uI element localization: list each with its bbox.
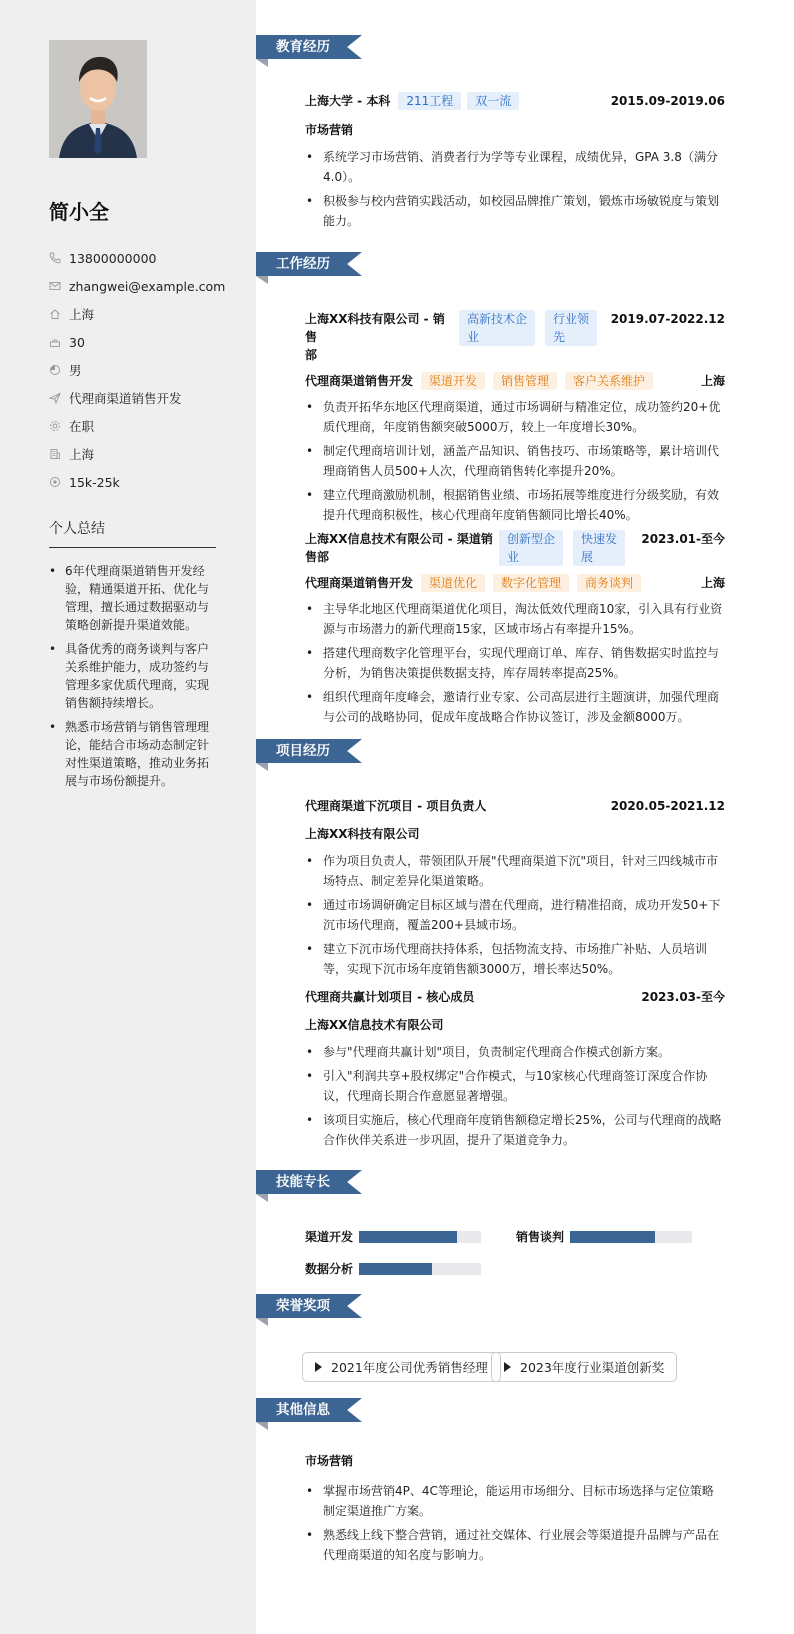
summary-item: • 具备优秀的商务谈判与客户关系维护能力，成功签约与管理多家优质代理商，实现销售额持续增长。 [49, 640, 219, 712]
avatar [49, 40, 147, 158]
info-gender-text: 男 [69, 363, 82, 378]
role-tag: 数字化管理 [493, 574, 569, 592]
work-bullets [305, 599, 725, 727]
project-entry [305, 988, 725, 1154]
bullet-item: • 主导华北地区代理商渠道优化项目，淘汰低效代理商10家，引入具有行业资源与市场潜力的新代理商15家，区域市场占有率提升15%。 [305, 599, 725, 639]
skill-item [516, 1228, 692, 1245]
section-header-other [256, 1398, 362, 1430]
bullet-item: • 引入"利润共享+股权绑定"合作模式，与10家核心代理商签订深度合作协议，代理商长期合作意愿显著增强。 [305, 1066, 725, 1106]
info-job-target [49, 384, 239, 412]
skill-bar [570, 1231, 692, 1243]
info-location-text: 上海 [69, 307, 95, 322]
project-bullets [305, 1042, 725, 1150]
skill-name: 销售谈判 [516, 1230, 565, 1244]
section-header-skills [256, 1170, 362, 1202]
education-entry [305, 92, 725, 235]
work-date: 2023.01-至今 [641, 532, 725, 546]
role-tag: 商务谈判 [577, 574, 641, 592]
project-bullets [305, 851, 725, 979]
info-email [49, 272, 239, 300]
bullet-item: • 掌握市场营销4P、4C等理论，能运用市场细分、目标市场选择与定位策略制定渠道推广方案。 [305, 1481, 725, 1521]
section-title: 工作经历 [276, 256, 330, 272]
other-bullets [305, 1481, 725, 1565]
company-tag: 高新技术企 业 [459, 310, 535, 346]
bullet-item: • 通过市场调研确定目标区域与潜在代理商，进行精准招商，成功开发50+下沉市场代理商，覆盖200+县域市场。 [305, 895, 725, 935]
sidebar [0, 0, 256, 1634]
section-title: 技能专长 [276, 1174, 330, 1190]
section-title: 荣誉奖项 [276, 1298, 330, 1314]
skill-bar [359, 1231, 481, 1243]
major-name: 市场营销 [305, 123, 354, 137]
mail-icon [49, 280, 61, 292]
work-entry [305, 530, 725, 731]
bullet-item: • 参与"代理商共赢计划"项目，负责制定代理商合作模式创新方案。 [305, 1042, 725, 1062]
bullet-item: • 制定代理商培训计划，涵盖产品知识、销售技巧、市场策略等，累计培训代理商销售人员500+人次，代理商销售转化率提升20%。 [305, 441, 725, 481]
section-title: 教育经历 [276, 39, 330, 55]
info-age [49, 328, 239, 356]
info-salary [49, 468, 239, 496]
info-job-target-text: 代理商渠道销售开发 [69, 391, 182, 406]
role-name: 代理商渠道销售开发 [305, 576, 414, 590]
bullet-item: • 该项目实施后，核心代理商年度销售额稳定增长25%，公司与代理商的战略合作伙伴关系进一步巩固，提升了渠道竞争力。 [305, 1110, 725, 1150]
project-date: 2020.05-2021.12 [610, 799, 725, 813]
info-location [49, 300, 239, 328]
summary-item: • 6年代理商渠道销售开发经验，精通渠道开拓、优化与管理，擅长通过数据驱动与策略创新提升渠道效能。 [49, 562, 219, 634]
gender-icon [49, 364, 61, 376]
education-date: 2015.09-2019.06 [610, 94, 725, 108]
project-company: 上海XX信息技术有限公司 [305, 1018, 444, 1032]
summary-item: • 熟悉市场营销与销售管理理论，能结合市场动态制定针对性渠道策略，推动业务拓展与市场份额提升。 [49, 718, 219, 790]
award-chip [302, 1352, 501, 1382]
section-header-awards [256, 1294, 362, 1326]
bullet-item: • 熟悉线上线下整合营销，通过社交媒体、行业展会等渠道提升品牌与产品在代理商渠道的知名度与影响力。 [305, 1525, 725, 1565]
info-age-text: 30 [69, 334, 85, 350]
info-city [49, 440, 239, 468]
company-tag: 创新型企 业 [499, 530, 563, 566]
bullet-item: • 建立代理商激励机制，根据销售业绩、市场拓展等维度进行分级奖励，有效提升代理商积极性，核心代理商年度销售额同比增长40%。 [305, 485, 725, 525]
work-date: 2019.07-2022.12 [610, 312, 725, 326]
award-chip [491, 1352, 677, 1382]
school-name: 上海大学 - 本科 [305, 94, 391, 108]
avatar-portrait-icon [49, 40, 147, 158]
other-entry [305, 1452, 725, 1569]
role-tag: 渠道优化 [421, 574, 485, 592]
bullet-item: • 作为项目负责人，带领团队开展"代理商渠道下沉"项目，针对三四线城市市场特点、制定差异化渠道策略。 [305, 851, 725, 891]
info-gender [49, 356, 239, 384]
building-icon [49, 448, 61, 460]
skill-bar-fill [570, 1231, 655, 1243]
bullet-item: • 搭建代理商数字化管理平台，实现代理商订单、库存、销售数据实时监控与分析，为销售决策提供数据支持，库存周转率提高25%。 [305, 643, 725, 683]
status-icon [49, 420, 61, 432]
company-tag: 行业领 先 [545, 310, 597, 346]
summary-title: 个人总结 [49, 518, 216, 548]
section-header-work [256, 252, 362, 284]
info-status [49, 412, 239, 440]
section-header-projects [256, 739, 362, 771]
school-tag: 双一流 [467, 92, 519, 110]
school-tag: 211工程 [398, 92, 461, 110]
skill-name: 渠道开发 [305, 1230, 354, 1244]
award-name: 2021年度公司优秀销售经理 [331, 1360, 488, 1375]
skill-item [305, 1260, 481, 1277]
award-name: 2023年度行业渠道创新奖 [520, 1360, 665, 1375]
project-date: 2023.03-至今 [641, 990, 725, 1004]
bullet-item: • 积极参与校内营销实践活动，如校园品牌推广策划，锻炼市场敏锐度与策划能力。 [305, 191, 725, 231]
company-tag: 快速发 展 [573, 530, 625, 566]
section-title: 其他信息 [276, 1402, 330, 1418]
company-name: 上海XX信息技术有限公司 - 渠道销 售部 [305, 532, 493, 564]
role-name: 代理商渠道销售开发 [305, 374, 414, 388]
info-status-text: 在职 [69, 419, 95, 434]
skill-bar-fill [359, 1231, 457, 1243]
role-tag: 客户关系维护 [565, 372, 653, 390]
work-entry [305, 310, 725, 529]
section-title: 项目经历 [276, 743, 330, 759]
skill-item [305, 1228, 481, 1245]
other-title: 市场营销 [305, 1454, 354, 1468]
work-city: 上海 [700, 576, 725, 590]
info-phone-text: 13800000000 [69, 250, 157, 266]
summary-list [49, 562, 219, 796]
project-company: 上海XX科技有限公司 [305, 827, 420, 841]
role-tag: 销售管理 [493, 372, 557, 390]
bullet-item: • 负责开拓华东地区代理商渠道，通过市场调研与精准定位，成功签约20+优质代理商，年度销售额突破5000万，较上一年度增长30%。 [305, 397, 725, 437]
bullet-item: • 建立下沉市场代理商扶持体系，包括物流支持、市场推广补贴、人员培训等，实现下沉市场年度销售额3000万，增长率达50%。 [305, 939, 725, 979]
play-triangle-icon [504, 1362, 511, 1372]
salary-icon [49, 476, 61, 488]
skill-bar [359, 1263, 481, 1275]
section-header-education [256, 35, 362, 67]
candidate-name: 简小全 [49, 200, 109, 224]
skill-bar-fill [359, 1263, 432, 1275]
bullet-item: • 系统学习市场营销、消费者行为学等专业课程，成绩优异，GPA 3.8（满分4.0）。 [305, 147, 725, 187]
phone-icon [49, 252, 61, 264]
company-name: 上海XX科技有限公司 - 销售 部 [305, 312, 445, 362]
education-bullets [305, 147, 725, 231]
project-title: 代理商渠道下沉项目 - 项目负责人 [305, 799, 487, 813]
skill-name: 数据分析 [305, 1262, 354, 1276]
send-icon [49, 392, 61, 404]
info-salary-text: 15k-25k [69, 474, 120, 490]
contact-info-list [49, 244, 239, 496]
role-tag: 渠道开发 [421, 372, 485, 390]
info-phone [49, 244, 239, 272]
info-email-text: zhangwei@example.com [69, 278, 226, 294]
age-icon [49, 336, 61, 348]
work-city: 上海 [700, 374, 725, 388]
bullet-item: • 组织代理商年度峰会，邀请行业专家、公司高层进行主题演讲，加强代理商与公司的战略协同，促成年度战略合作协议签订，涉及金额8000万。 [305, 687, 725, 727]
info-city-text: 上海 [69, 447, 95, 462]
play-triangle-icon [315, 1362, 322, 1372]
home-icon [49, 308, 61, 320]
project-title: 代理商共赢计划项目 - 核心成员 [305, 990, 475, 1004]
work-bullets [305, 397, 725, 525]
project-entry [305, 797, 725, 983]
